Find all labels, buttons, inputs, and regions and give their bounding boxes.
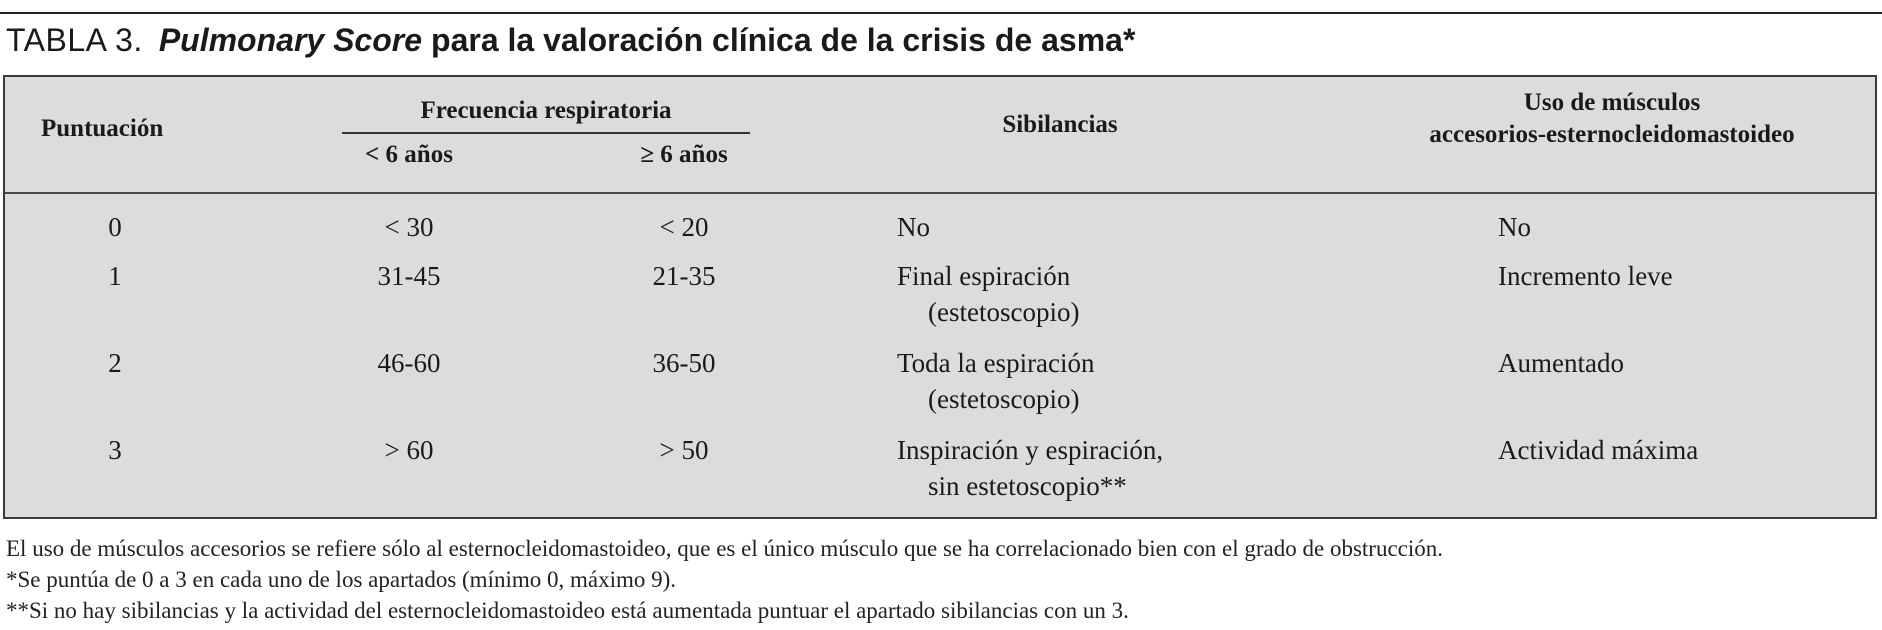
table-notes <box>6 533 1876 626</box>
row-0-ge6: < 20 <box>659 212 709 242</box>
row-1-ge6: 21-35 <box>652 261 716 291</box>
row-1-sib-line2: (estetoscopio) <box>928 297 1080 327</box>
row-2-musculos: Aumentado <box>1498 348 1624 378</box>
caption-label: TABLA 3. <box>6 22 143 58</box>
caption-title-italic: Pulmonary Score <box>158 22 423 58</box>
row-0-score: 0 <box>108 212 122 242</box>
row-3-musculos: Actividad máxima <box>1498 435 1699 465</box>
row-2-lt6: 46-60 <box>377 348 441 378</box>
row-1-sib-line1: Final espiración <box>897 261 1071 291</box>
note-2: **Si no hay sibilancias y la actividad del esternocleidomastoideo está aumentada puntuar el apartado sibilancias con un 3. <box>6 598 1129 623</box>
row-1-musculos: Incremento leve <box>1498 261 1673 291</box>
header-sibilancias: Sibilancias <box>1002 111 1118 138</box>
row-0-sibilancias <box>897 209 930 245</box>
header-musculos-line1: Uso de músculos <box>1523 89 1701 116</box>
row-2-score: 2 <box>108 348 122 378</box>
note-0: El uso de músculos accesorios se refiere sólo al esternocleidomastoideo, que es el único músculo que se ha correlacionado bien con el grado de obstrucción. <box>6 536 1444 561</box>
row-3-sib-line2: sin estetoscopio** <box>928 471 1127 501</box>
row-1-lt6: 31-45 <box>377 261 441 291</box>
header-separator <box>5 192 1875 194</box>
row-2-ge6: 36-50 <box>652 348 716 378</box>
header-frec-lt6: < 6 años <box>365 141 453 168</box>
note-1: *Se puntúa de 0 a 3 en cada uno de los apartados (mínimo 0, máximo 9). <box>6 567 677 592</box>
header-puntuacion: Puntuación <box>41 115 164 142</box>
caption-title-rest: para la valoración clínica de la crisis de asma* <box>431 22 1136 58</box>
row-3-score: 3 <box>108 435 122 465</box>
row-3-ge6: > 50 <box>659 435 709 465</box>
row-2-sib-line1: Toda la espiración <box>897 348 1095 378</box>
row-0-lt6: < 30 <box>384 212 434 242</box>
row-2-sibilancias <box>897 345 1095 417</box>
row-3-lt6: > 60 <box>384 435 434 465</box>
table-caption <box>6 16 1135 64</box>
row-2-sib-line2: (estetoscopio) <box>928 384 1080 414</box>
row-0-sib-line1: No <box>897 212 930 242</box>
row-0-musculos: No <box>1498 212 1531 242</box>
row-3-sibilancias <box>897 432 1163 504</box>
row-1-score: 1 <box>108 261 122 291</box>
row-1-sibilancias <box>897 258 1079 330</box>
score-table <box>3 75 1877 519</box>
header-subrule <box>342 132 750 134</box>
row-3-sib-line1: Inspiración y espiración, <box>897 435 1164 465</box>
top-rule <box>0 12 1882 14</box>
header-frecuencia: Frecuencia respiratoria <box>420 97 672 124</box>
header-frec-ge6: ≥ 6 años <box>640 141 728 168</box>
header-musculos-line2: accesorios-esternocleidomastoideo <box>1429 121 1795 148</box>
